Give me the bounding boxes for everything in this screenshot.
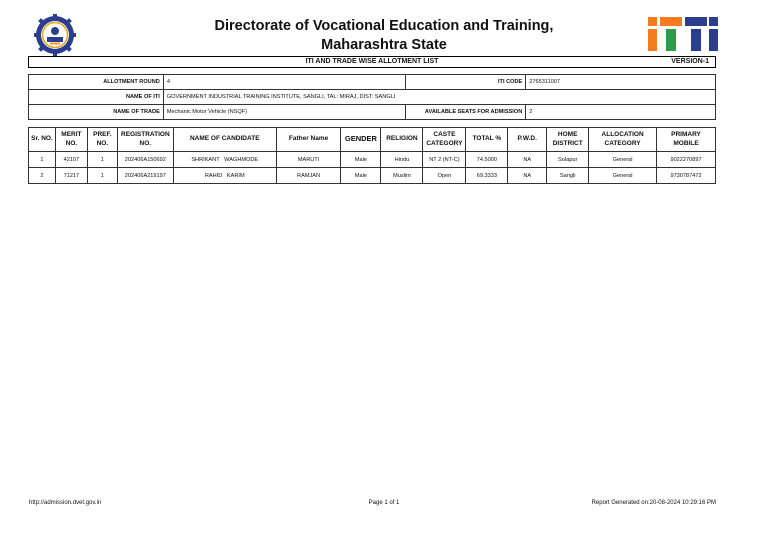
col-sr: Sr. NO. — [29, 128, 56, 152]
footer-website: http://admission.dvet.gov.in — [29, 500, 102, 506]
cell-pwd: NA — [508, 152, 547, 168]
col-pwd: P.W.D. — [508, 128, 547, 152]
subtitle-bar — [28, 56, 716, 68]
allotment-info-table — [28, 74, 716, 120]
cell-candidate: SHRIKANT WAGHMODE — [173, 152, 276, 168]
iti-code-value: 2765311007 — [526, 75, 716, 90]
col-candidate: NAME OF CANDIDATE — [173, 128, 276, 152]
col-father: Father Name — [276, 128, 341, 152]
col-gender: GENDER — [341, 128, 381, 152]
cell-caste: NT 2 (NT-C) — [423, 152, 466, 168]
cell-religion: Hindu — [381, 152, 423, 168]
col-total: TOTAL % — [466, 128, 508, 152]
footer-generated-timestamp: Report Generated on:20-08-2024 10:29:16 PM — [591, 500, 716, 506]
table-row — [29, 152, 716, 168]
cell-religion: Muslim — [381, 168, 423, 184]
name-of-iti-value: GOVERNMENT INDUSTRIAL TRAINING INSTITUTE, SANGLI, TAL: MIRAJ, DIST: SANGLI — [163, 90, 715, 105]
allotment-round-label: ALLOTMENT ROUND — [29, 75, 164, 90]
col-pref: PREF. NO. — [87, 128, 117, 152]
cell-total: 69.3333 — [466, 168, 508, 184]
col-caste: CASTE CATEGORY — [423, 128, 466, 152]
cell-gender: Male — [341, 152, 381, 168]
col-allocation: ALLOCATION CATEGORY — [589, 128, 657, 152]
cell-pref: 1 — [87, 152, 117, 168]
cell-registration: 202406A219197 — [117, 168, 173, 184]
cell-father: RAMJAN — [276, 168, 341, 184]
page-title-line1: Directorate of Vocational Education and Training, — [214, 18, 554, 34]
name-of-trade-value: Mechanic Motor Vehicle (NSQF) — [163, 105, 406, 120]
cell-pref: 1 — [87, 168, 117, 184]
cell-allocation: General — [589, 152, 657, 168]
cell-mobile: 9022270897 — [657, 152, 716, 168]
cell-registration: 202406A150692 — [117, 152, 173, 168]
iti-code-label: ITI CODE — [406, 75, 526, 90]
col-religion: RELIGION — [381, 128, 423, 152]
cell-mobile: 9730787472 — [657, 168, 716, 184]
list-subtitle: ITI AND TRADE WISE ALLOTMENT LIST — [305, 58, 439, 65]
info-row-iti — [29, 90, 716, 105]
cell-district: Sangli — [547, 168, 589, 184]
col-mobile: PRIMARY MOBILE — [657, 128, 716, 152]
cell-sr: 1 — [29, 152, 56, 168]
cell-merit: 71217 — [55, 168, 87, 184]
table-row — [29, 168, 716, 184]
name-of-trade-label: NAME OF TRADE — [29, 105, 164, 120]
version-label: VERSION-1 — [671, 58, 709, 65]
col-registration: REGISTRATION NO. — [117, 128, 173, 152]
col-district: HOME DISTRICT — [547, 128, 589, 152]
cell-merit: 42107 — [55, 152, 87, 168]
cell-caste: Open — [423, 168, 466, 184]
iti-logo-icon — [648, 17, 718, 51]
allotment-table — [28, 127, 716, 184]
info-row-trade — [29, 105, 716, 120]
cell-candidate: RAHID KARIM — [173, 168, 276, 184]
cell-allocation: General — [589, 168, 657, 184]
allotment-round-value: 4 — [163, 75, 406, 90]
cell-district: Solapur — [547, 152, 589, 168]
cell-total: 74.5000 — [466, 152, 508, 168]
available-seats-label: AVAILABLE SEATS FOR ADMISSION — [406, 105, 526, 120]
cell-pwd: NA — [508, 168, 547, 184]
iti-logo — [648, 17, 718, 51]
page-title-line2: Maharashtra State — [321, 37, 447, 53]
info-row-round — [29, 75, 716, 90]
table-header-row — [29, 128, 716, 152]
cell-gender: Male — [341, 168, 381, 184]
available-seats-value: 2 — [526, 105, 716, 120]
footer-page-number: Page 1 of 1 — [368, 500, 400, 506]
name-of-iti-label: NAME OF ITI — [29, 90, 164, 105]
cell-father: MARUTI — [276, 152, 341, 168]
col-merit: MERIT NO. — [55, 128, 87, 152]
cell-sr: 2 — [29, 168, 56, 184]
